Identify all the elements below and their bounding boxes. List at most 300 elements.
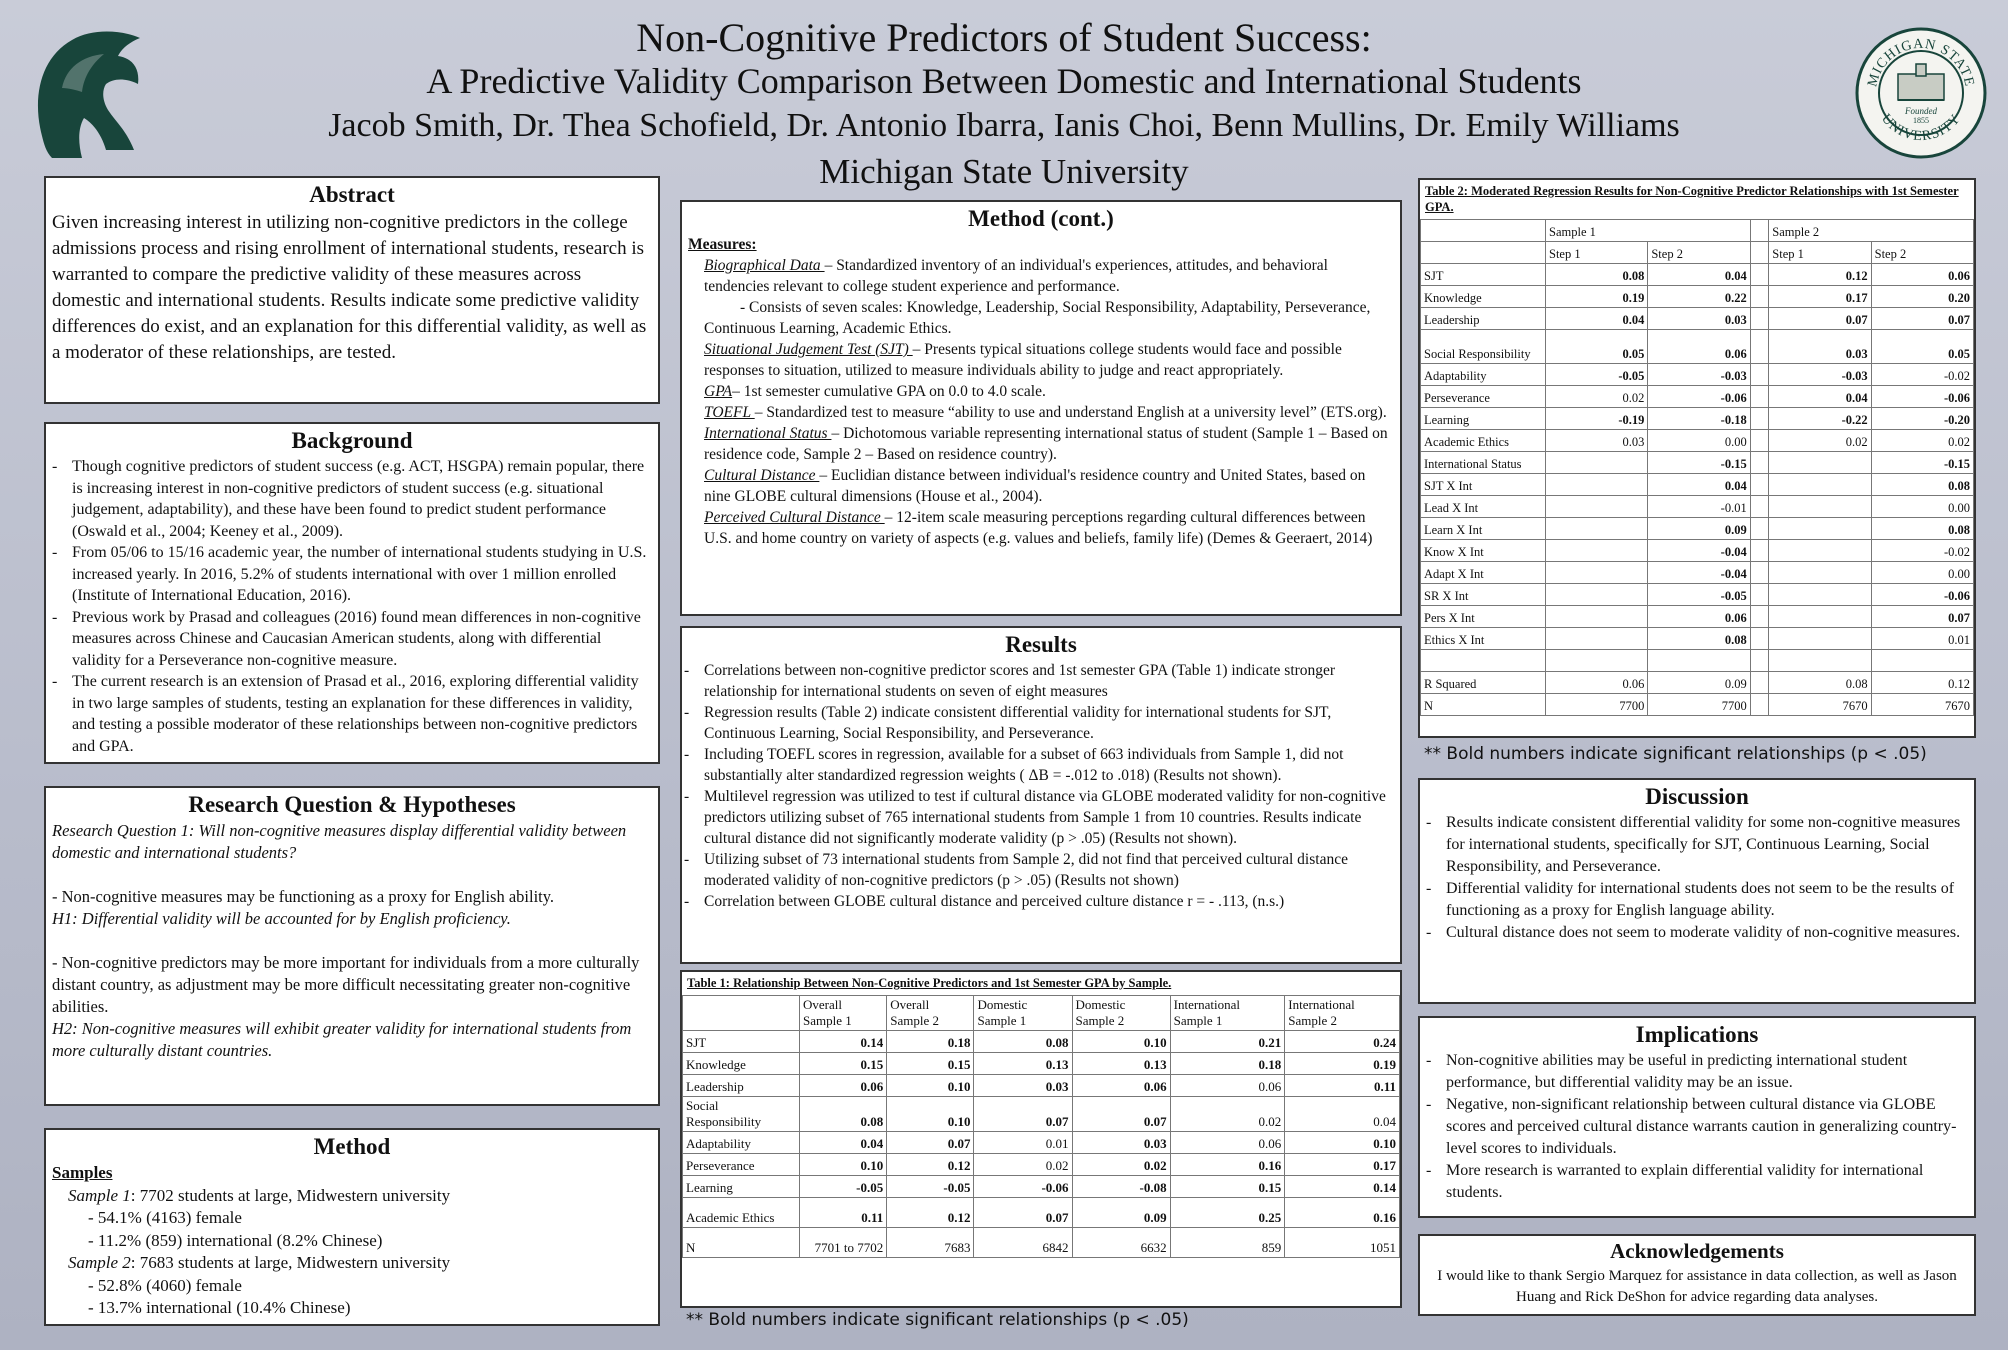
- table-cell: 7700: [1546, 694, 1648, 716]
- sjt-text: – Presents typical situations college students would face and possible responses to situation, utilized to measure individuals ability to judge and react appropriately.: [704, 341, 1342, 379]
- table-cell: [1769, 606, 1871, 628]
- table-cell: 0.04: [1546, 308, 1648, 330]
- table-cell: 0.08: [1871, 518, 1973, 540]
- table-header-cell: [1421, 220, 1546, 242]
- table-cell: [1648, 650, 1750, 672]
- row-label: Learn X Int: [1421, 518, 1546, 540]
- table-header-row: [683, 996, 1400, 1031]
- row-label: SR X Int: [1421, 584, 1546, 606]
- table-cell: 0.05: [1546, 330, 1648, 364]
- list-item: - Correlations between non-cognitive predictor scores and 1st semester GPA (Table 1) indicate stronger relationship for international students on seven of eight measures: [704, 660, 1394, 702]
- table-cell: -0.01: [1648, 496, 1750, 518]
- table-cell: 0.04: [1648, 474, 1750, 496]
- row-label: [1421, 650, 1546, 672]
- table-cell: 0.08: [974, 1031, 1072, 1053]
- table-row: [1421, 286, 1974, 308]
- acknowledgements-panel: [1418, 1234, 1976, 1316]
- perceived-distance-label: Perceived Cultural Distance: [704, 509, 885, 526]
- table-cell: -0.06: [1871, 584, 1973, 606]
- hypothesis-1: H1: Differential validity will be accounted for by English proficiency.: [52, 909, 511, 928]
- table-cell: -0.05: [800, 1176, 887, 1198]
- table-cell: 0.03: [1769, 330, 1871, 364]
- table-spacer-cell: [1750, 474, 1769, 496]
- row-label: Learning: [683, 1176, 800, 1198]
- table-cell: 0.03: [1546, 430, 1648, 452]
- table-cell: 0.12: [1871, 672, 1973, 694]
- table-cell: -0.05: [1546, 364, 1648, 386]
- implications-list: [1420, 1050, 1974, 1204]
- table-cell: 0.07: [1871, 308, 1973, 330]
- results-list: [682, 660, 1400, 912]
- table-cell: 0.19: [1546, 286, 1648, 308]
- table-cell: -0.19: [1546, 408, 1648, 430]
- table-row: [1421, 672, 1974, 694]
- svg-text:MICHIGAN STATE: MICHIGAN STATE: [1865, 36, 1977, 89]
- list-item: - More research is warranted to explain differential validity for international students.: [1446, 1160, 1968, 1204]
- row-label: Leadership: [683, 1075, 800, 1097]
- row-label: Lead X Int: [1421, 496, 1546, 518]
- table-cell: [1769, 562, 1871, 584]
- list-item: - Correlation between GLOBE cultural distance and perceived culture distance r = - .113, (n.s.): [704, 891, 1394, 912]
- biodata-text: – Standardized inventory of an individual's experiences, attitudes, and behavioral tendencies relevant to college student experience and performance.: [704, 257, 1328, 295]
- table-cell: 0.01: [1871, 628, 1973, 650]
- table-spacer-cell: [1750, 264, 1769, 286]
- table-header-cell: Step 2: [1871, 242, 1973, 264]
- table-cell: 0.04: [800, 1132, 887, 1154]
- sjt-label: Situational Judgement Test (SJT): [704, 341, 913, 358]
- table-cell: 0.08: [1648, 628, 1750, 650]
- perceived-distance-text: – 12-item scale measuring perceptions regarding cultural differences between U.S. and home country on variety of aspects (e.g. values and beliefs, family life) (Demes & Geeraert, 2014): [704, 509, 1373, 547]
- table-cell: 0.04: [1285, 1097, 1400, 1132]
- poster-subtitle: A Predictive Validity Comparison Between Domestic and International Students: [426, 61, 1582, 101]
- table-row: [1421, 364, 1974, 386]
- table-cell: 0.02: [1769, 430, 1871, 452]
- table-row: [1421, 430, 1974, 452]
- row-label: Knowledge: [1421, 286, 1546, 308]
- row-label: Perseverance: [683, 1154, 800, 1176]
- background-heading: Background: [291, 428, 413, 453]
- table-header-cell: Domestic Sample 1: [974, 996, 1072, 1031]
- row-label: Learning: [1421, 408, 1546, 430]
- table-header-cell: Sample 2: [1769, 220, 1974, 242]
- table-cell: [1546, 452, 1648, 474]
- table-cell: 0.25: [1170, 1198, 1285, 1228]
- table-cell: 0.06: [800, 1075, 887, 1097]
- list-item: - Negative, non-significant relationship between cultural distance via GLOBE scores and perceived cultural distance warrants caution in generalizing country-level scores to individuals.: [1446, 1094, 1968, 1160]
- table-row: [1421, 408, 1974, 430]
- table-cell: 0.14: [1285, 1176, 1400, 1198]
- table-spacer-cell: [1750, 330, 1769, 364]
- measures-label: Measures:: [688, 236, 757, 253]
- table-cell: 0.07: [1871, 606, 1973, 628]
- table-cell: [1546, 606, 1648, 628]
- table-row: [1421, 474, 1974, 496]
- table-row: [1421, 562, 1974, 584]
- table-cell: [1769, 540, 1871, 562]
- table-row: [1421, 650, 1974, 672]
- table-cell: 0.18: [1170, 1053, 1285, 1075]
- table-cell: 0.15: [887, 1053, 974, 1075]
- list-item: - Regression results (Table 2) indicate consistent differential validity for international students for SJT, Continuous Learning, Social Responsibility, and Perseverance.: [704, 702, 1394, 744]
- table-cell: 0.02: [1546, 386, 1648, 408]
- table-cell: 0.00: [1871, 496, 1973, 518]
- sample-2-female: - 52.8% (4060) female: [88, 1275, 242, 1295]
- abstract-panel: [44, 176, 660, 404]
- table-cell: 0.07: [974, 1097, 1072, 1132]
- background-list: [46, 456, 658, 757]
- table-cell: 0.06: [1072, 1075, 1170, 1097]
- row-label: SJT X Int: [1421, 474, 1546, 496]
- row-label: N: [1421, 694, 1546, 716]
- poster-title: Non-Cognitive Predictors of Student Success:: [636, 15, 1372, 60]
- table-cell: [1769, 628, 1871, 650]
- discussion-heading: Discussion: [1645, 784, 1749, 809]
- table-cell: 0.12: [887, 1154, 974, 1176]
- table-row: [1421, 606, 1974, 628]
- table-spacer-cell: [1750, 672, 1769, 694]
- table-spacer-cell: [1750, 496, 1769, 518]
- table-cell: -0.04: [1648, 562, 1750, 584]
- table-cell: 0.15: [1170, 1176, 1285, 1198]
- table-cell: 1051: [1285, 1228, 1400, 1258]
- table-cell: 0.10: [1285, 1132, 1400, 1154]
- table-cell: 0.10: [1072, 1031, 1170, 1053]
- row-label: Social Responsibility: [1421, 330, 1546, 364]
- table-row: [1421, 584, 1974, 606]
- table-cell: 0.24: [1285, 1031, 1400, 1053]
- table-cell: 0.04: [1648, 264, 1750, 286]
- table-cell: 0.03: [1648, 308, 1750, 330]
- table-header-cell: Domestic Sample 2: [1072, 996, 1170, 1031]
- research-heading: Research Question & Hypotheses: [188, 792, 516, 817]
- table-spacer-cell: [1750, 452, 1769, 474]
- table-cell: 0.07: [1072, 1097, 1170, 1132]
- table-row: [1421, 694, 1974, 716]
- table-cell: -0.08: [1072, 1176, 1170, 1198]
- table-cell: 0.06: [1648, 330, 1750, 364]
- table-header-cell: [683, 996, 800, 1031]
- table-row: [683, 1198, 1400, 1228]
- table-row: [683, 1228, 1400, 1258]
- row-label: Leadership: [1421, 308, 1546, 330]
- table-cell: 0.08: [800, 1097, 887, 1132]
- method-heading: Method: [313, 1134, 391, 1159]
- university-seal-logo: [1854, 26, 1988, 160]
- method-cont-heading: Method (cont.): [968, 206, 1114, 231]
- sample-2-text: : 7683 students at large, Midwestern university: [130, 1253, 451, 1272]
- svg-text:UNIVERSITY: UNIVERSITY: [1878, 111, 1964, 145]
- cultural-distance-text: – Euclidian distance between individual's residence country and United States, based on nine GLOBE cultural dimensions (House et al., 2004).: [704, 467, 1366, 505]
- table-cell: [1769, 474, 1871, 496]
- row-label: Know X Int: [1421, 540, 1546, 562]
- table-cell: [1871, 650, 1973, 672]
- abstract-text: Given increasing interest in utilizing non-cognitive predictors in the college admissions process and rising enrollment of international students, research is warranted to compare the predictive validity of these measures across domestic and international students. Results indicate some predictive validity differences do exist, and an explanation for this differential validity, as well as a moderator of these relationships, are tested.: [52, 212, 647, 363]
- table-cell: [1769, 518, 1871, 540]
- table-cell: -0.05: [1648, 584, 1750, 606]
- table-cell: 0.07: [974, 1198, 1072, 1228]
- sample-2-international: - 13.7% international (10.4% Chinese): [88, 1298, 351, 1317]
- table-header-cell: Step 2: [1648, 242, 1750, 264]
- table2-caption: Table 2: Moderated Regression Results for Non-Cognitive Predictor Relationships with 1st Semester GPA.: [1425, 184, 1959, 214]
- table-cell: 0.18: [887, 1031, 974, 1053]
- table-cell: -0.02: [1871, 364, 1973, 386]
- table-group-header-row: [1421, 220, 1974, 242]
- row-label: N: [683, 1228, 800, 1258]
- table-cell: 0.12: [887, 1198, 974, 1228]
- sample-1-female: - 54.1% (4163) female: [88, 1208, 242, 1227]
- table-cell: 6842: [974, 1228, 1072, 1258]
- table-cell: 7670: [1871, 694, 1973, 716]
- table-cell: [1769, 650, 1871, 672]
- table-step-header-row: [1421, 242, 1974, 264]
- table2-note: ** Bold numbers indicate significant relationships (p < .05): [1424, 744, 1927, 764]
- table-cell: -0.05: [887, 1176, 974, 1198]
- table-header-cell: Sample 1: [1546, 220, 1751, 242]
- table-row: [1421, 264, 1974, 286]
- table-row: [1421, 496, 1974, 518]
- table-spacer-cell: [1750, 628, 1769, 650]
- poster-authors: Jacob Smith, Dr. Thea Schofield, Dr. Antonio Ibarra, Ianis Choi, Benn Mullins, Dr. Emily Williams: [328, 107, 1680, 144]
- row-label: Adaptability: [1421, 364, 1546, 386]
- table-cell: 859: [1170, 1228, 1285, 1258]
- table-cell: -0.15: [1871, 452, 1973, 474]
- table-cell: 0.02: [1072, 1154, 1170, 1176]
- table-cell: [1546, 650, 1648, 672]
- table-cell: 0.06: [1871, 264, 1973, 286]
- table-cell: -0.03: [1648, 364, 1750, 386]
- table2-panel: [1418, 178, 1976, 738]
- table-cell: -0.20: [1871, 408, 1973, 430]
- spartan-helmet-logo: [22, 18, 147, 163]
- table-cell: 0.02: [1170, 1097, 1285, 1132]
- table-row: [683, 1053, 1400, 1075]
- table-cell: 0.11: [1285, 1075, 1400, 1097]
- table-spacer-cell: [1750, 650, 1769, 672]
- list-item: - Previous work by Prasad and colleagues (2016) found mean differences in non-cognitive measures across Chinese and Caucasian American students, along with differential validity for a Perseverance non-cognitive measure.: [72, 607, 652, 672]
- research-point-1: - Non-cognitive measures may be functioning as a proxy for English ability.: [52, 887, 555, 906]
- table-cell: [1546, 584, 1648, 606]
- table2: [1420, 219, 1974, 716]
- table1-note: ** Bold numbers indicate significant relationships (p < .05): [686, 1310, 1189, 1330]
- list-item: - Multilevel regression was utilized to test if cultural distance via GLOBE moderated validity for non-cognitive predictors utilizing subset of 765 international students from Sample 1 from 10 countries. Results indicate cultural distance did not significantly moderate validity (p > .05) (Results not shown).: [704, 786, 1394, 849]
- table-cell: -0.18: [1648, 408, 1750, 430]
- svg-text:Founded: Founded: [1905, 106, 1937, 116]
- table-header-cell: [1750, 242, 1769, 264]
- intl-status-text: – Dichotomous variable representing international status of student (Sample 1 – Based on residence code, Sample 2 – Based on residence country).: [704, 425, 1388, 463]
- table-cell: -0.04: [1648, 540, 1750, 562]
- table-cell: 0.16: [1170, 1154, 1285, 1176]
- table-cell: 0.15: [800, 1053, 887, 1075]
- table-cell: [1546, 628, 1648, 650]
- table-cell: 0.19: [1285, 1053, 1400, 1075]
- table-spacer-cell: [1750, 518, 1769, 540]
- table-spacer-cell: [1750, 408, 1769, 430]
- table-cell: -0.06: [1648, 386, 1750, 408]
- table-row: [1421, 518, 1974, 540]
- table-cell: [1546, 474, 1648, 496]
- table-cell: 0.02: [974, 1154, 1072, 1176]
- table-cell: 0.13: [974, 1053, 1072, 1075]
- table-row: [683, 1132, 1400, 1154]
- table1-panel: [680, 970, 1402, 1308]
- table-cell: -0.06: [1871, 386, 1973, 408]
- biodata-label: Biographical Data: [704, 257, 825, 274]
- background-panel: [44, 422, 660, 764]
- table-cell: 0.05: [1871, 330, 1973, 364]
- table-row: [1421, 540, 1974, 562]
- table-spacer-cell: [1750, 386, 1769, 408]
- row-label: Ethics X Int: [1421, 628, 1546, 650]
- table-cell: 0.06: [1546, 672, 1648, 694]
- table-spacer-cell: [1750, 694, 1769, 716]
- table-row: [683, 1031, 1400, 1053]
- table-cell: 0.21: [1170, 1031, 1285, 1053]
- table-cell: -0.22: [1769, 408, 1871, 430]
- table-cell: 0.03: [1072, 1132, 1170, 1154]
- table-cell: 0.08: [1546, 264, 1648, 286]
- row-label: R Squared: [1421, 672, 1546, 694]
- table-cell: 0.09: [1072, 1198, 1170, 1228]
- row-label: Academic Ethics: [1421, 430, 1546, 452]
- table1: [682, 995, 1400, 1258]
- method-cont-panel: [680, 200, 1402, 616]
- table-cell: 0.00: [1871, 562, 1973, 584]
- table-spacer-cell: [1750, 286, 1769, 308]
- table-cell: 0.07: [887, 1132, 974, 1154]
- table-spacer-cell: [1750, 606, 1769, 628]
- results-panel: [680, 626, 1402, 964]
- table-cell: 0.09: [1648, 518, 1750, 540]
- table1-caption: Table 1: Relationship Between Non-Cognitive Predictors and 1st Semester GPA by Sample.: [687, 976, 1172, 990]
- list-item: - Utilizing subset of 73 international students from Sample 2, did not find that perceived cultural distance moderated validity of non-cognitive predictors (p > .05) (Results not shown): [704, 849, 1394, 891]
- table-header-cell: Step 1: [1546, 242, 1648, 264]
- table-spacer-cell: [1750, 584, 1769, 606]
- table-cell: 0.00: [1648, 430, 1750, 452]
- gpa-text: – 1st semester cumulative GPA on 0.0 to 4.0 scale.: [732, 383, 1046, 400]
- implications-panel: [1418, 1016, 1976, 1218]
- table-cell: -0.03: [1769, 364, 1871, 386]
- table-row: [1421, 386, 1974, 408]
- table-spacer-cell: [1750, 308, 1769, 330]
- svg-text:1855: 1855: [1913, 116, 1929, 125]
- sample-1-text: : 7702 students at large, Midwestern university: [130, 1185, 451, 1205]
- poster-header: [0, 0, 2008, 200]
- table-cell: 0.08: [1769, 672, 1871, 694]
- toefl-text: – Standardized test to measure “ability to use and understand English at a university level” (ETS.org).: [754, 404, 1387, 421]
- row-label: SJT: [683, 1031, 800, 1053]
- sample-1-label: Sample 1: [68, 1185, 131, 1205]
- table-row: [683, 1075, 1400, 1097]
- discussion-panel: [1418, 778, 1976, 1004]
- table-cell: 0.02: [1871, 430, 1973, 452]
- table-cell: 6632: [1072, 1228, 1170, 1258]
- abstract-heading: Abstract: [309, 182, 395, 207]
- acknowledgements-text: I would like to thank Sergio Marquez for assistance in data collection, as well as Jason Huang and Rick DeShon for advice regarding data analyses.: [1437, 1268, 1957, 1305]
- list-item: - Including TOEFL scores in regression, available for a subset of 663 individuals from Sample 1, did not substantially alter standardized regression weights ( ΔB = -.012 to .018) (Results not shown).: [704, 744, 1394, 786]
- implications-heading: Implications: [1635, 1022, 1759, 1047]
- table-cell: 0.07: [1769, 308, 1871, 330]
- row-label: Academic Ethics: [683, 1198, 800, 1228]
- table-cell: 0.03: [974, 1075, 1072, 1097]
- table-row: [683, 1097, 1400, 1132]
- row-label: Adapt X Int: [1421, 562, 1546, 584]
- table-cell: 0.17: [1285, 1154, 1400, 1176]
- row-label: Knowledge: [683, 1053, 800, 1075]
- table-spacer-cell: [1750, 430, 1769, 452]
- list-item: - Results indicate consistent differential validity for some non-cognitive measures for international students, specifically for SJT, Continuous Learning, Social Responsibility, and Perseverance.: [1446, 812, 1968, 878]
- table-row: [1421, 628, 1974, 650]
- row-label: Social Responsibility: [683, 1097, 800, 1132]
- table-cell: 0.04: [1769, 386, 1871, 408]
- table-header-cell: International Sample 1: [1170, 996, 1285, 1031]
- table-row: [683, 1176, 1400, 1198]
- table-cell: [1769, 452, 1871, 474]
- row-label: Perseverance: [1421, 386, 1546, 408]
- table-cell: [1546, 562, 1648, 584]
- table-header-cell: [1750, 220, 1769, 242]
- table-row: [683, 1154, 1400, 1176]
- table-spacer-cell: [1750, 364, 1769, 386]
- table-header-cell: Overall Sample 1: [800, 996, 887, 1031]
- table-cell: 0.14: [800, 1031, 887, 1053]
- table-cell: 0.08: [1871, 474, 1973, 496]
- row-label: Pers X Int: [1421, 606, 1546, 628]
- row-label: SJT: [1421, 264, 1546, 286]
- table-cell: 0.09: [1648, 672, 1750, 694]
- research-panel: [44, 786, 660, 1106]
- row-label: International Status: [1421, 452, 1546, 474]
- list-item: - The current research is an extension of Prasad et al., 2016, exploring differential validity in two large samples of students, testing an explanation for these differences in validity, and testing a possible moderator of these relationships between non-cognitive predictors and GPA.: [72, 671, 652, 757]
- table-cell: -0.06: [974, 1176, 1072, 1198]
- table-cell: 7701 to 7702: [800, 1228, 887, 1258]
- table-header-cell: Step 1: [1769, 242, 1871, 264]
- table-cell: 0.12: [1769, 264, 1871, 286]
- table-cell: 0.10: [887, 1075, 974, 1097]
- sample-1-international: - 11.2% (859) international (8.2% Chinese): [88, 1230, 383, 1250]
- acknowledgements-heading: Acknowledgements: [1610, 1239, 1784, 1263]
- table-header-cell: [1421, 242, 1546, 264]
- discussion-list: [1420, 812, 1974, 944]
- research-question-1: Research Question 1: Will non-cognitive measures display differential validity between domestic and international students?: [52, 821, 627, 862]
- row-label: Adaptability: [683, 1132, 800, 1154]
- list-item: - Non-cognitive abilities may be useful in predicting international student performance, but differential validity may be an issue.: [1446, 1050, 1968, 1094]
- research-point-2: - Non-cognitive predictors may be more important for individuals from a more culturally distant country, as adjustment may be more difficult necessitating greater non-cognitive abilities.: [52, 953, 640, 1016]
- table-cell: 0.10: [800, 1154, 887, 1176]
- sample-2-label: Sample 2: [68, 1253, 131, 1272]
- table-cell: 7700: [1648, 694, 1750, 716]
- table-cell: 0.01: [974, 1132, 1072, 1154]
- samples-label: Samples: [52, 1163, 113, 1182]
- intl-status-label: International Status: [704, 425, 832, 442]
- gpa-label: GPA: [704, 383, 733, 400]
- table-cell: 0.06: [1170, 1075, 1285, 1097]
- table-header-cell: International Sample 2: [1285, 996, 1400, 1031]
- table-cell: 0.06: [1170, 1132, 1285, 1154]
- table-cell: [1546, 518, 1648, 540]
- results-heading: Results: [1005, 632, 1077, 657]
- table-cell: -0.02: [1871, 540, 1973, 562]
- list-item: - Though cognitive predictors of student success (e.g. ACT, HSGPA) remain popular, there is increasing interest in non-cognitive predictors of student success (e.g. situational judgement, adaptability), and these have been found to predict student performance (Oswald et al., 2004; Keeney et al., 2009).: [72, 456, 652, 542]
- table-cell: [1546, 540, 1648, 562]
- table-row: [1421, 330, 1974, 364]
- cultural-distance-label: Cultural Distance: [704, 467, 820, 484]
- table-cell: 7683: [887, 1228, 974, 1258]
- table-cell: 0.06: [1648, 606, 1750, 628]
- list-item: - Differential validity for international students does not seem to be the results of functioning as a proxy for English language ability.: [1446, 878, 1968, 922]
- table-spacer-cell: [1750, 562, 1769, 584]
- toefl-label: TOEFL: [704, 404, 755, 421]
- list-item: - From 05/06 to 15/16 academic year, the number of international students studying in U.S. increased yearly. In 2016, 5.2% of students international with over 1 million enrolled (Institute of International Education, 2016).: [72, 542, 652, 607]
